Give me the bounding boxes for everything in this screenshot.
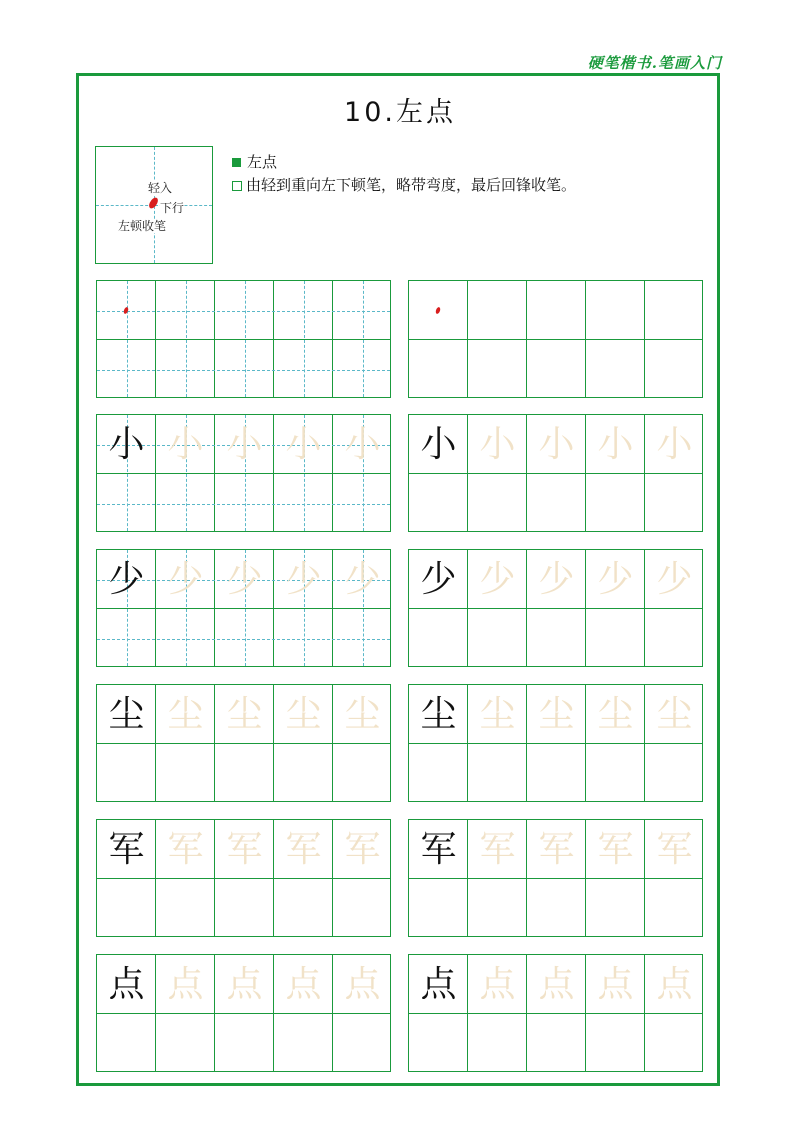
trace-character: 军 xyxy=(656,829,693,870)
trace-character: 军 xyxy=(285,829,322,870)
empty-square-icon xyxy=(232,181,242,191)
model-character: 少 xyxy=(108,559,145,600)
practice-grid xyxy=(96,549,391,667)
trace-character: 军 xyxy=(597,829,634,870)
trace-character: 少 xyxy=(285,559,322,600)
practice-grid xyxy=(408,280,703,398)
trace-character: 小 xyxy=(597,424,634,465)
trace-character: 尘 xyxy=(656,694,693,735)
trace-character: 尘 xyxy=(226,694,263,735)
practice-grid xyxy=(96,954,391,1072)
practice-grid xyxy=(96,280,391,398)
practice-grid xyxy=(96,819,391,937)
model-character: 少 xyxy=(420,559,457,600)
trace-character: 点 xyxy=(597,964,634,1005)
practice-grid xyxy=(408,684,703,802)
label-start: 轻入 xyxy=(148,181,173,195)
model-character: 军 xyxy=(420,829,457,870)
trace-character: 尘 xyxy=(479,694,516,735)
trace-character: 点 xyxy=(167,964,204,1005)
trace-character: 尘 xyxy=(167,694,204,735)
trace-character: 点 xyxy=(226,964,263,1005)
trace-character: 少 xyxy=(538,559,575,600)
left-dot-sample xyxy=(435,307,441,315)
lesson-title: 10.左点 xyxy=(344,97,456,128)
filled-square-icon xyxy=(232,158,241,167)
trace-character: 点 xyxy=(344,964,381,1005)
trace-character: 小 xyxy=(167,424,204,465)
practice-grid xyxy=(408,954,703,1072)
trace-character: 点 xyxy=(656,964,693,1005)
model-character: 小 xyxy=(108,424,145,465)
model-character: 点 xyxy=(108,964,145,1005)
trace-character: 尘 xyxy=(285,694,322,735)
trace-character: 点 xyxy=(538,964,575,1005)
model-character: 点 xyxy=(420,964,457,1005)
trace-character: 小 xyxy=(538,424,575,465)
trace-character: 点 xyxy=(479,964,516,1005)
practice-grid xyxy=(408,819,703,937)
practice-grid xyxy=(96,684,391,802)
trace-character: 小 xyxy=(226,424,263,465)
trace-character: 尘 xyxy=(538,694,575,735)
trace-character: 小 xyxy=(285,424,322,465)
trace-character: 少 xyxy=(344,559,381,600)
stroke-demo-box xyxy=(95,146,213,264)
model-character: 尘 xyxy=(420,694,457,735)
trace-character: 尘 xyxy=(344,694,381,735)
left-dot-stroke xyxy=(148,196,159,210)
description-heading: 左点 xyxy=(247,153,278,171)
trace-character: 小 xyxy=(656,424,693,465)
trace-character: 少 xyxy=(167,559,204,600)
trace-character: 少 xyxy=(226,559,263,600)
trace-character: 少 xyxy=(597,559,634,600)
practice-grid xyxy=(96,414,391,532)
trace-character: 点 xyxy=(285,964,322,1005)
trace-character: 少 xyxy=(479,559,516,600)
model-character: 小 xyxy=(420,424,457,465)
trace-character: 军 xyxy=(167,829,204,870)
label-move: 下行 xyxy=(160,201,185,215)
stroke-description xyxy=(232,151,576,197)
series-title: 硬笔楷书.笔画入门 xyxy=(587,54,722,72)
trace-character: 军 xyxy=(344,829,381,870)
trace-character: 尘 xyxy=(597,694,634,735)
trace-character: 小 xyxy=(479,424,516,465)
trace-character: 少 xyxy=(656,559,693,600)
trace-character: 小 xyxy=(344,424,381,465)
model-character: 尘 xyxy=(108,694,145,735)
trace-character: 军 xyxy=(538,829,575,870)
practice-grid xyxy=(408,549,703,667)
label-end: 左顿收笔 xyxy=(118,219,167,233)
trace-character: 军 xyxy=(226,829,263,870)
practice-grid xyxy=(408,414,703,532)
description-text: 由轻到重向左下顿笔，略带弯度，最后回锋收笔。 xyxy=(246,176,577,194)
trace-character: 军 xyxy=(479,829,516,870)
model-character: 军 xyxy=(108,829,145,870)
